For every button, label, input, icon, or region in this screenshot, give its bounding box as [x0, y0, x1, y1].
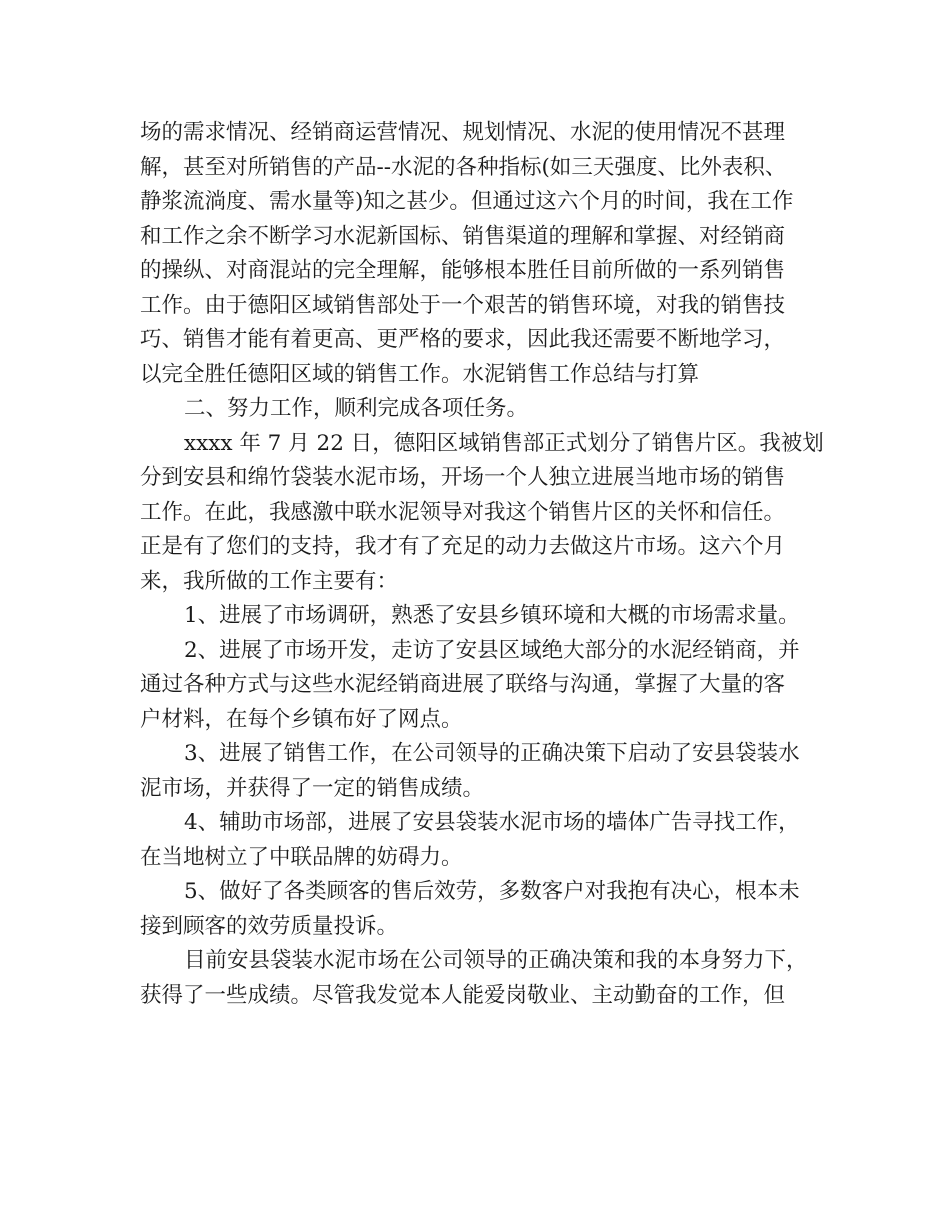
list-item: 5、做好了各类顾客的售后效劳，多数客户对我抱有决心，根本未 [184, 879, 800, 904]
text-line: 工作。由于德阳区域销售部处于一个艰苦的销售环境，对我的销售技 [140, 292, 786, 318]
text-line: 静浆流淌度、需水量等)知之甚少。但通过这六个月的时间，我在工作 [140, 189, 794, 214]
text-line: 场的需求情况、经销商运营情况、规划情况、水泥的使用情况不甚理 [140, 120, 786, 145]
text-line: xxxx 年 7 月 22 日，德阳区域销售部正式划分了销售片区。我被划 [184, 430, 824, 456]
text-line: 巧、销售才能有着更高、更严格的要求，因此我还需要不断地学习， [140, 327, 786, 352]
document-body [140, 116, 824, 1013]
text-line: 的操纵、对商混站的完全理解，能够根本胜任目前所做的一系列销售 [140, 258, 786, 283]
text-line: 解，甚至对所销售的产品--水泥的各种指标(如三天强度、比外表积、 [140, 154, 787, 180]
list-item: 3、进展了销售工作，在公司领导的正确决策下启动了安县袋装水 [184, 741, 800, 766]
text-line: 来，我所做的工作主要有： [140, 568, 399, 594]
text-line: 分到安县和绵竹袋装水泥市场，开场一个人独立进展当地市场的销售 [140, 465, 786, 490]
list-item: 2、进展了市场开发，走访了安县区域绝大部分的水泥经销商，并 [184, 637, 800, 663]
list-item: 4、辅助市场部，进展了安县袋装水泥市场的墙体广告寻找工作， [184, 810, 800, 835]
section-heading: 二、努力工作，顺利完成各项任务。 [184, 396, 529, 421]
text-line: 获得了一些成绩。尽管我发觉本人能爱岗敬业、主动勤奋的工作，但 [140, 982, 786, 1008]
text-line: 户材料，在每个乡镇布好了网点。 [140, 706, 463, 732]
text-line: 工作。在此，我感激中联水泥领导对我这个销售片区的关怀和信任。 [140, 499, 786, 525]
text-line: 和工作之余不断学习水泥新国标、销售渠道的理解和掌握、对经销商 [140, 223, 786, 249]
text-line: 在当地树立了中联品牌的妨碍力。 [140, 844, 463, 870]
text-line: 以完全胜任德阳区域的销售工作。水泥销售工作总结与打算 [140, 361, 700, 387]
text-line: 泥市场，并获得了一定的销售成绩。 [140, 775, 485, 801]
text-line: 接到顾客的效劳质量投诉。 [140, 913, 399, 939]
text-line: 正是有了您们的支持，我才有了充足的动力去做这片市场。这六个月 [140, 534, 786, 559]
text-line: 目前安县袋装水泥市场在公司领导的正确决策和我的本身努力下， [184, 948, 808, 973]
list-item: 1、进展了市场调研，熟悉了安县乡镇环境和大概的市场需求量。 [184, 603, 800, 628]
text-line: 通过各种方式与这些水泥经销商进展了联络与沟通，掌握了大量的客 [140, 672, 786, 697]
